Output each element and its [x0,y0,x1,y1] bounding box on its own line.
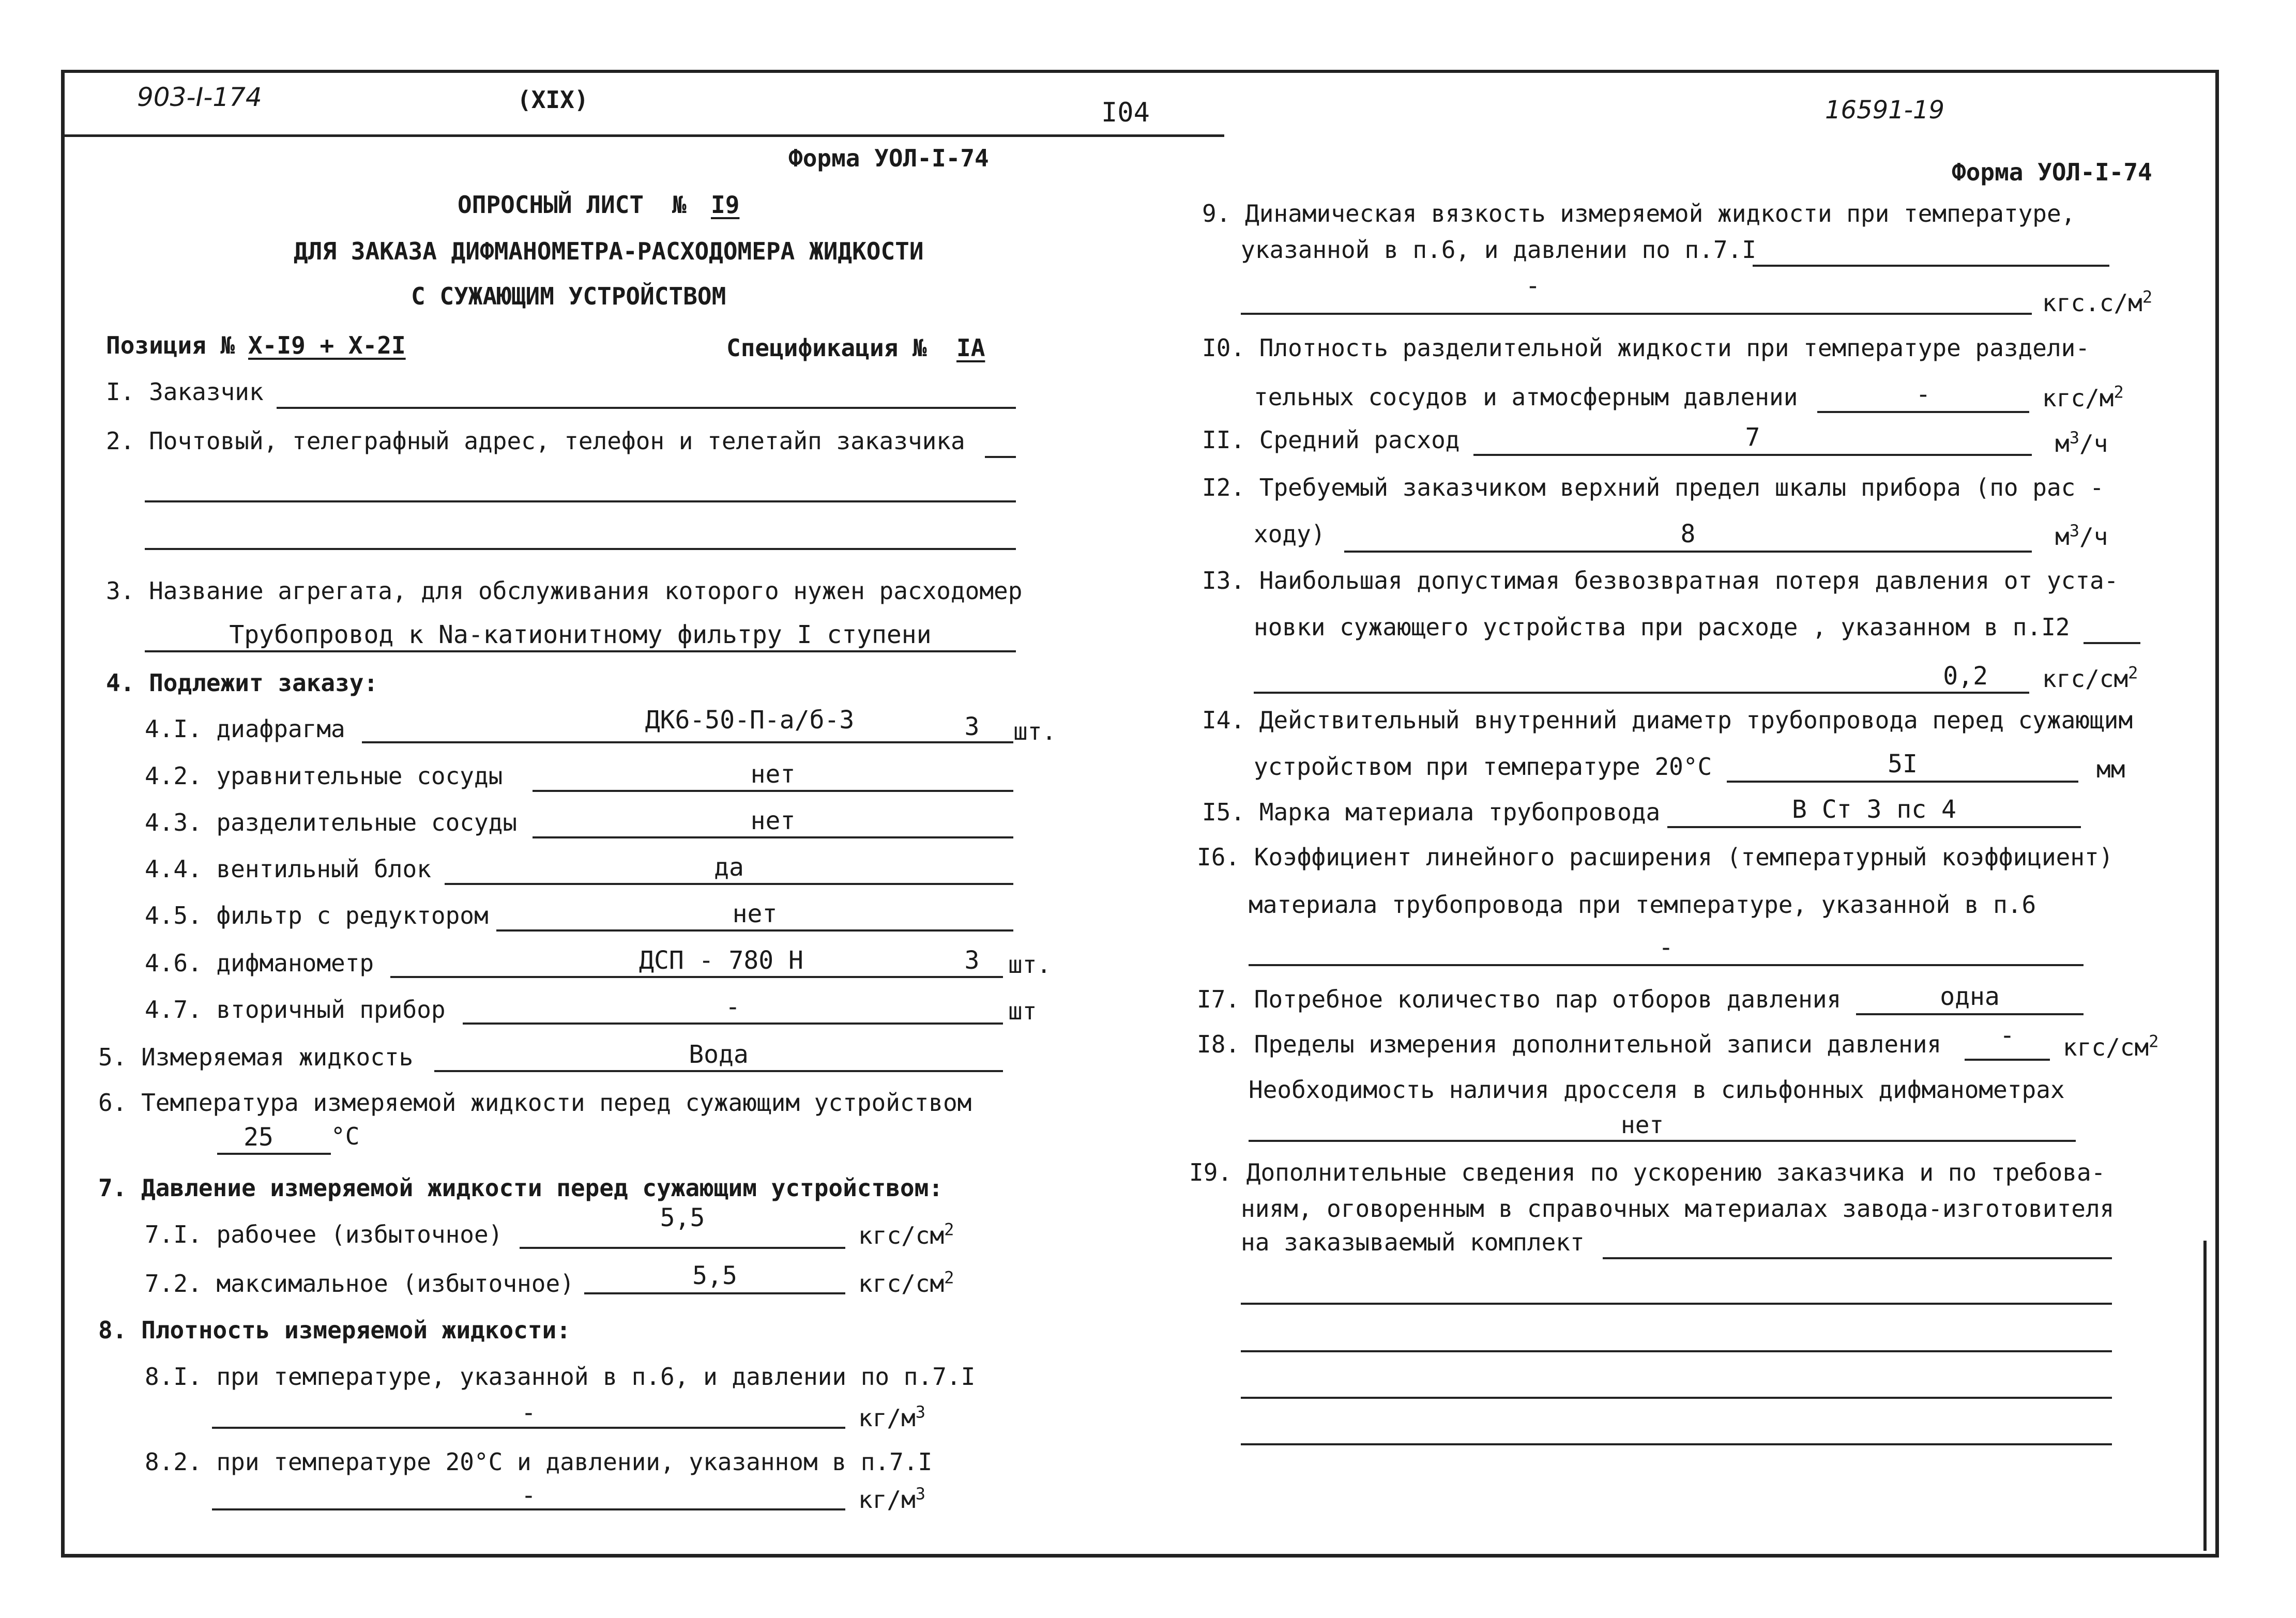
item-18-unit: кгс/$см^2$ [2063,1031,2159,1061]
item-12-unit: $м^3/ч$ [2055,521,2108,551]
title-questionnaire: ОПРОСНЫЙ ЛИСТ [458,191,644,219]
title-device: С СУЖАЮЩИМ УСТРОЙСТВОМ [411,282,726,310]
item-4-5-value: нет [732,899,778,928]
item-3-unit: 3. Название агрегата, для обслуживания которого нужен расходомер [106,577,1023,605]
item-18-recording-range: I8. Пределы измерения дополнительной записи давления [1197,1030,1942,1058]
item-4-2-value: нет [750,760,796,789]
line-8-1 [212,1427,845,1429]
line-4-2 [533,790,1013,792]
item-13-value: 0,2 [1943,662,1988,691]
archive-number: 16591-19 [1825,96,1945,125]
item-7-1-value: 5,5 [660,1203,705,1232]
line-19b [1241,1303,2112,1305]
right-margin-bar [2203,1241,2207,1551]
sheet-no-label: № [672,191,687,219]
header-rule [61,134,1224,137]
page-number: I04 [1101,97,1150,128]
form-label-left: Форма УОЛ-I-74 [788,144,989,172]
item-8-1-value: - [521,1398,536,1427]
item-7-1-unit: кгс/$см^2$ [858,1219,954,1249]
item-4-3-value: нет [750,806,796,835]
item-8-1-density-t6: 8.I. при температуре, указанной в п.6, и давлении по п.7.I [145,1363,976,1391]
item-16-line2: материала трубопровода при температуре, указанной в п.6 [1249,891,2036,919]
spec-label: Спецификация № [726,334,927,362]
line-15 [1667,826,2081,828]
item-15-value: В Ст 3 пс 4 [1792,795,1956,824]
item-14-value: 5I [1888,750,1918,779]
item-7-pressure: 7. Давление измеряемой жидкости перед сужающим устройством: [98,1174,943,1202]
item-8-2-value: - [521,1481,536,1510]
item-7-2-value: 5,5 [692,1261,737,1290]
item-10-value: - [1915,380,1931,409]
section-number: (XIX) [517,86,589,114]
line-13a [2084,642,2140,644]
item-9-unit: $кгс.с/м^2$ [2042,287,2153,317]
item-17-tap-pairs: I7. Потребное количество пар отборов давления [1197,985,1842,1013]
item-7-1-working: 7.I. рабочее (избыточное) [145,1220,503,1248]
line-19a [1603,1257,2112,1259]
line-9b [1241,313,2032,315]
item-9-line2: указанной в п.6, и давлении по п.7.I [1241,236,1756,264]
item-12-line2: ходу) [1254,520,1326,548]
item-13-pressure-loss: I3. Наибольшая допустимая безвозвратная потеря давления от уста- [1202,567,2119,594]
item-10-separating-density: I0. Плотность разделительной жидкости при температуре раздели- [1202,334,2090,362]
item-10-line2: тельных сосудов и атмосферным давлении [1254,383,1798,411]
item-12-upper-limit: I2. Требуемый заказчиком верхний предел шкалы прибора (по рас - [1202,474,2104,501]
item-8-2-density-t20: 8.2. при температуре 20°C и давлении, указанном в п.7.I [145,1448,933,1476]
item-4-7-value: - [725,993,740,1021]
item-11-unit: $м^3/ч$ [2055,428,2108,457]
title-order: ДЛЯ ЗАКАЗА ДИФМАНОМЕТРА-РАСХОДОМЕРА ЖИДКОСТИ [294,237,924,265]
line-11 [1473,454,2032,456]
line-19c [1241,1350,2112,1352]
item-4-6-qty: 3 [964,946,980,975]
position-value: X-I9 + X-2I [248,331,406,359]
sheet-number: I9 [711,191,740,219]
line-7-2 [584,1292,845,1294]
line-4-5 [496,929,1013,932]
item-18-throttle: Необходимость наличия дросселя в сильфонных дифманометрах [1249,1076,2065,1104]
line-4-6 [390,976,1003,978]
item-9-viscosity: 9. Динамическая вязкость измеряемой жидкости при температуре, [1202,200,2076,227]
line-12 [1344,551,2032,553]
item-19-line3: на заказываемый комплект [1241,1228,1585,1256]
item-10-unit: кгс/$м^2$ [2042,382,2124,412]
item-19-additional-info: I9. Дополнительные сведения по ускорению заказчика и по требова- [1189,1158,2106,1186]
line-19d [1241,1397,2112,1399]
item-4-6-unit: шт. [1008,951,1052,979]
item-5-fluid: 5. Измеряемая жидкость [98,1043,414,1071]
item-4-1-qty: 3 [964,712,980,741]
item-4-2-level-vessels: 4.2. уравнительные сосуды [145,762,503,790]
item-4-1-unit: шт. [1013,718,1057,745]
item-16-value: - [1659,933,1674,962]
line-16 [1249,964,2084,966]
line-6 [217,1153,331,1155]
line-19e [1241,1443,2112,1445]
line-4-1 [362,741,1013,743]
item-9-value: - [1525,271,1541,300]
line-5 [434,1070,1003,1072]
item-6-value: 25 [244,1123,273,1152]
item-4-4-valve-block: 4.4. вентильный блок [145,855,431,883]
line-18b [1249,1140,2076,1142]
item-14-line2: устройством при температуре 20°C [1254,753,1712,781]
item-13-unit: кгс/$см^2$ [2042,663,2138,693]
item-4-6-dp-gauge: 4.6. дифманометр [145,949,374,977]
item-4-1-diaphragm: 4.I. диафрагма [145,715,345,743]
item-8-density: 8. Плотность измеряемой жидкости: [98,1316,571,1344]
line-2b [145,500,1016,502]
line-2c [145,548,1016,550]
item-4-order: 4. Подлежит заказу: [106,669,378,697]
line-18a [1965,1059,2050,1061]
line-13b [1254,692,2029,694]
line-4-7 [463,1022,1003,1025]
item-7-2-maximum: 7.2. максимальное (избыточное) [145,1270,574,1298]
item-13-line2: новки сужающего устройства при расходе , указанном в п.I2 [1254,613,2070,641]
item-17-value: одна [1940,982,2000,1011]
item-18-throttle-value: нет [1621,1111,1664,1139]
item-14-inner-diameter: I4. Действительный внутренний диаметр трубопровода перед сужающим [1202,706,2133,734]
item-15-pipe-material: I5. Марка материала трубопровода [1202,798,1661,826]
line-17 [1856,1013,2084,1015]
position-label: Позиция № [106,331,235,359]
item-7-2-unit: кгс/$см^2$ [858,1268,954,1298]
item-4-5-filter: 4.5. фильтр с редуктором [145,902,489,929]
item-6-unit: °C [331,1122,360,1150]
line-4-3 [533,836,1013,838]
item-4-1-value: ДК6-50-П-а/б-3 [645,706,855,735]
line-7-1 [520,1247,845,1249]
line-1 [277,407,1016,409]
line-9a [1753,265,2109,267]
item-4-7-secondary-device: 4.7. вторичный прибор [145,996,446,1024]
item-18-value: - [2000,1021,2015,1050]
line-3 [145,650,1016,652]
line-14 [1727,781,2078,783]
form-label-right: Форма УОЛ-I-74 [1952,158,2152,186]
item-8-2-unit: $кг/м^3$ [858,1484,926,1514]
item-19-line2: ниям, оговоренным в справочных материалах завода-изготовителя [1241,1195,2115,1223]
doc-number: 903-I-174 [137,82,262,112]
item-3-value: Трубопровод к Na-катионитному фильтру I ступени [229,620,932,649]
item-2-address: 2. Почтовый, телеграфный адрес, телефон и телетайп заказчика [106,427,965,455]
item-5-value: Вода [689,1040,749,1069]
item-4-4-value: да [714,853,744,882]
line-8-2 [212,1508,845,1510]
item-4-7-unit: шт [1008,997,1037,1025]
item-6-temperature: 6. Температура измеряемой жидкости перед сужающим устройством [98,1089,972,1117]
item-8-1-unit: $кг/м^3$ [858,1402,926,1432]
spec-value: IA [956,334,985,362]
line-2a [985,456,1016,458]
line-4-4 [445,883,1013,885]
item-1-customer: I. Заказчик [106,378,264,406]
item-11-average-flow: II. Средний расход [1202,426,1460,454]
item-16-expansion-coef: I6. Коэффициент линейного расширения (температурный коэффициент) [1197,843,2113,871]
line-10 [1817,411,2029,413]
item-14-unit: мм [2096,755,2125,783]
item-12-value: 8 [1680,520,1696,548]
item-4-6-value: ДСП - 780 Н [639,946,803,975]
item-4-3-separating-vessels: 4.3. разделительные сосуды [145,808,518,836]
item-11-value: 7 [1745,423,1760,452]
